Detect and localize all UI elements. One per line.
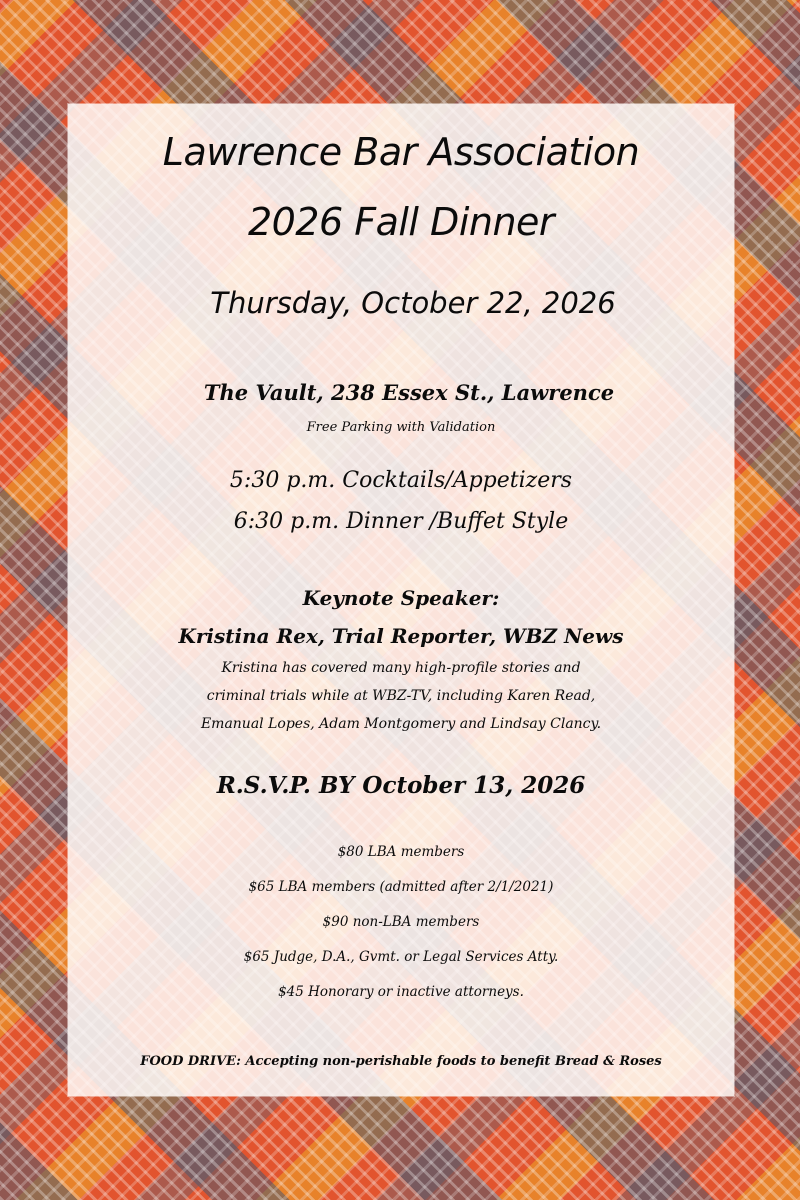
keynote-bio-line-3: Emanual Lopes, Adam Montgomery and Lindsay Clancy. (200, 716, 602, 732)
event-date: Thursday, October 22, 2026 (210, 286, 616, 320)
price-item: $65 Judge, D.A., Gvmt. or Legal Services Atty. (243, 949, 559, 965)
keynote-heading: Keynote Speaker: (302, 586, 500, 610)
keynote-bio-line-1: Kristina has covered many high-profile stories and (221, 660, 581, 676)
price-item: $65 LBA members (admitted after 2/1/2021) (248, 879, 554, 895)
food-drive-note: FOOD DRIVE: Accepting non-perishable foods to benefit Bread & Roses (140, 1054, 662, 1069)
price-item: $80 LBA members (337, 844, 465, 860)
venue-address: The Vault, 238 Essex St., Lawrence (203, 380, 615, 405)
schedule-cocktails: 5:30 p.m. Cocktails/Appetizers (229, 468, 573, 493)
price-item: $90 non-LBA members (322, 914, 480, 930)
invitation-panel (68, 104, 734, 1096)
rsvp-deadline: R.S.V.P. BY October 13, 2026 (216, 772, 586, 799)
schedule-dinner: 6:30 p.m. Dinner /Buffet Style (233, 509, 569, 534)
price-item: $45 Honorary or inactive attorneys. (278, 984, 524, 1000)
parking-note: Free Parking with Validation (306, 420, 496, 435)
title-line-1: Lawrence Bar Association (162, 130, 640, 174)
keynote-speaker: Kristina Rex, Trial Reporter, WBZ News (178, 624, 624, 648)
keynote-bio-line-2: criminal trials while at WBZ-TV, including Karen Read, (206, 688, 596, 704)
title-line-2: 2026 Fall Dinner (247, 200, 555, 244)
